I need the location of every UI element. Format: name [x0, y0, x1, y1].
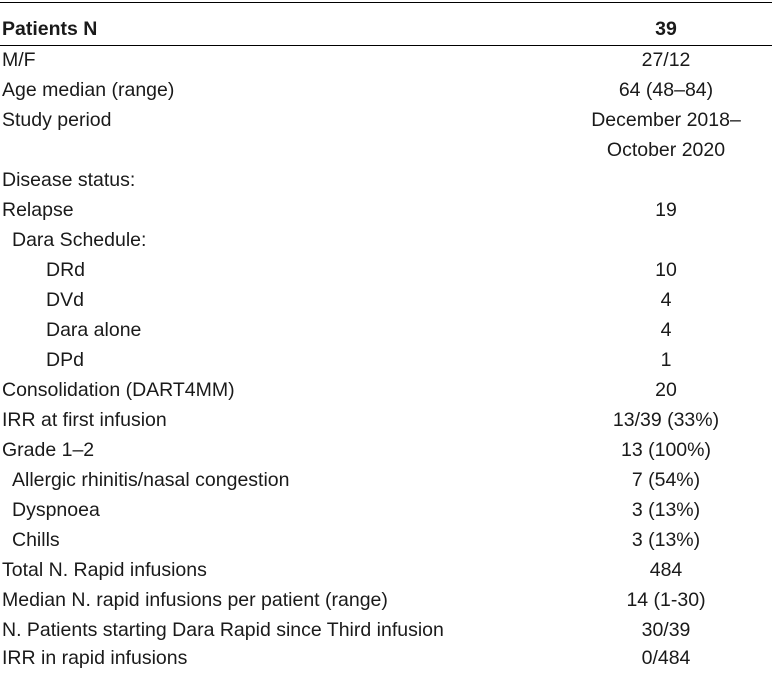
row-value: 13 (100%) [621, 439, 711, 461]
row-label: Chills [12, 529, 60, 551]
header-label: Patients N [2, 18, 98, 40]
row-label: Dara alone [46, 319, 142, 341]
row-value: 0/484 [641, 647, 691, 669]
row-value: 4 [660, 289, 672, 311]
row-label: Dara Schedule: [12, 229, 147, 251]
row-label: Disease status: [2, 169, 136, 191]
row-value: 1 [660, 349, 672, 371]
row-label: Grade 1–2 [2, 439, 95, 461]
row-label: IRR in rapid infusions [2, 647, 188, 669]
row-label: Consolidation (DART4MM) [2, 379, 235, 401]
row-label: IRR at first infusion [2, 409, 167, 431]
row-label: Total N. Rapid infusions [2, 559, 207, 581]
row-label: N. Patients starting Dara Rapid since Third infusion [2, 619, 444, 641]
row-value: 484 [649, 559, 683, 581]
row-label: Median N. rapid infusions per patient (range) [2, 589, 388, 611]
table-top-rule [0, 2, 772, 3]
row-value: October 2020 [606, 139, 726, 161]
row-value: 27/12 [641, 49, 691, 71]
row-value: December 2018– [591, 109, 741, 131]
row-label: Age median (range) [2, 79, 175, 101]
row-label: DRd [46, 259, 86, 281]
row-label: DPd [46, 349, 84, 371]
row-label: Dyspnoea [12, 499, 100, 521]
row-label: Relapse [2, 199, 74, 221]
row-label: Allergic rhinitis/nasal congestion [12, 469, 290, 491]
row-label: M/F [2, 49, 36, 71]
row-value: 20 [655, 379, 677, 401]
row-value: 3 (13%) [631, 499, 701, 521]
row-value: 19 [655, 199, 677, 221]
row-label: DVd [46, 289, 84, 311]
row-value: 14 (1-30) [626, 589, 706, 611]
row-value: 64 (48–84) [618, 79, 714, 101]
header-value: 39 [655, 18, 677, 40]
row-value: 7 (54%) [631, 469, 701, 491]
row-value: 4 [660, 319, 672, 341]
row-value: 30/39 [641, 619, 691, 641]
row-label: Study period [2, 109, 112, 131]
row-value: 13/39 (33%) [612, 409, 720, 431]
row-value: 3 (13%) [631, 529, 701, 551]
row-value: 10 [655, 259, 677, 281]
